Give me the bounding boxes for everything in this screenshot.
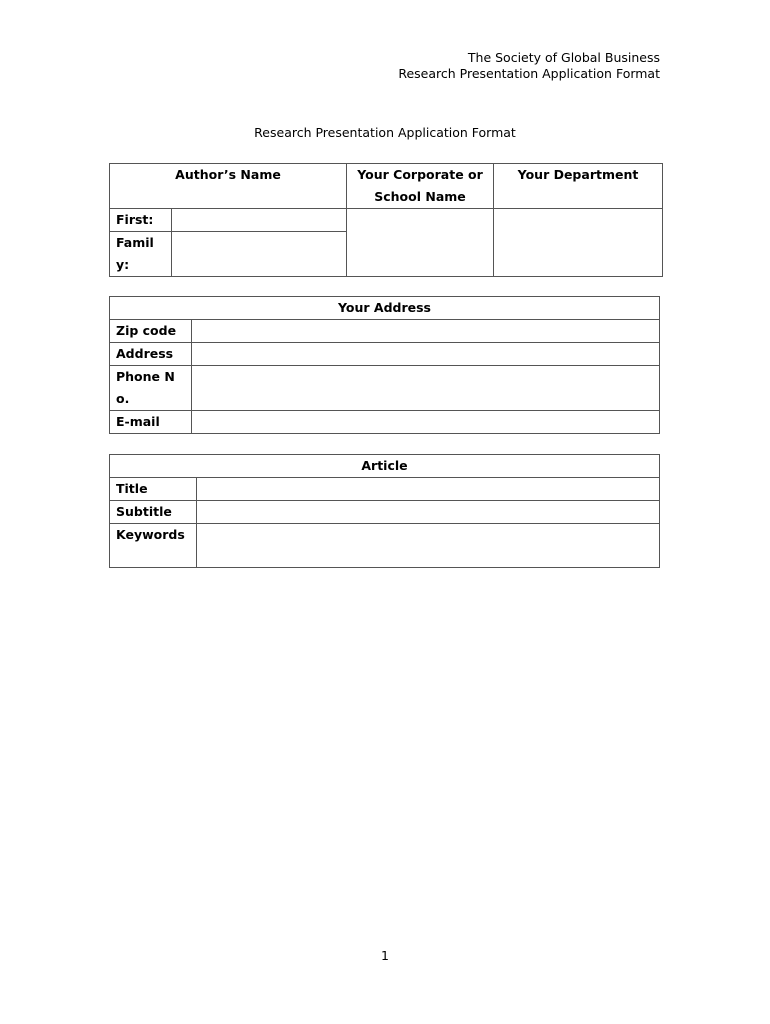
page-number: 1: [381, 948, 389, 963]
subtitle-field[interactable]: [197, 501, 660, 524]
header-org: The Society of Global Business: [467, 50, 660, 65]
author-table: [109, 163, 663, 277]
corporate-name-header: Your Corporate or School Name: [347, 164, 494, 209]
article-heading: Article: [110, 455, 660, 478]
address-table: [109, 296, 660, 434]
address-field[interactable]: [192, 343, 660, 366]
address-label: Address: [110, 343, 192, 366]
header-subtitle: Research Presentation Application Format: [398, 66, 660, 81]
zip-code-label: Zip code: [110, 320, 192, 343]
title-field[interactable]: [197, 478, 660, 501]
email-field[interactable]: [192, 411, 660, 434]
document-title: Research Presentation Application Format: [254, 125, 516, 140]
keywords-label: Keywords: [110, 524, 197, 568]
zip-code-field[interactable]: [192, 320, 660, 343]
article-table: [109, 454, 660, 568]
email-label: E-mail: [110, 411, 192, 434]
address-heading: Your Address: [110, 297, 660, 320]
phone-label: Phone No.: [110, 366, 192, 411]
page-header: [398, 50, 660, 82]
keywords-field[interactable]: [197, 524, 660, 568]
subtitle-label: Subtitle: [110, 501, 197, 524]
author-name-header: Author’s Name: [110, 164, 347, 209]
family-name-field[interactable]: [172, 232, 347, 277]
first-name-field[interactable]: [172, 209, 347, 232]
department-field[interactable]: [494, 209, 663, 277]
phone-field[interactable]: [192, 366, 660, 411]
corporate-name-field[interactable]: [347, 209, 494, 277]
department-header: Your Department: [494, 164, 663, 209]
title-label: Title: [110, 478, 197, 501]
first-name-label: First:: [110, 209, 172, 232]
family-name-label: Family:: [110, 232, 172, 277]
